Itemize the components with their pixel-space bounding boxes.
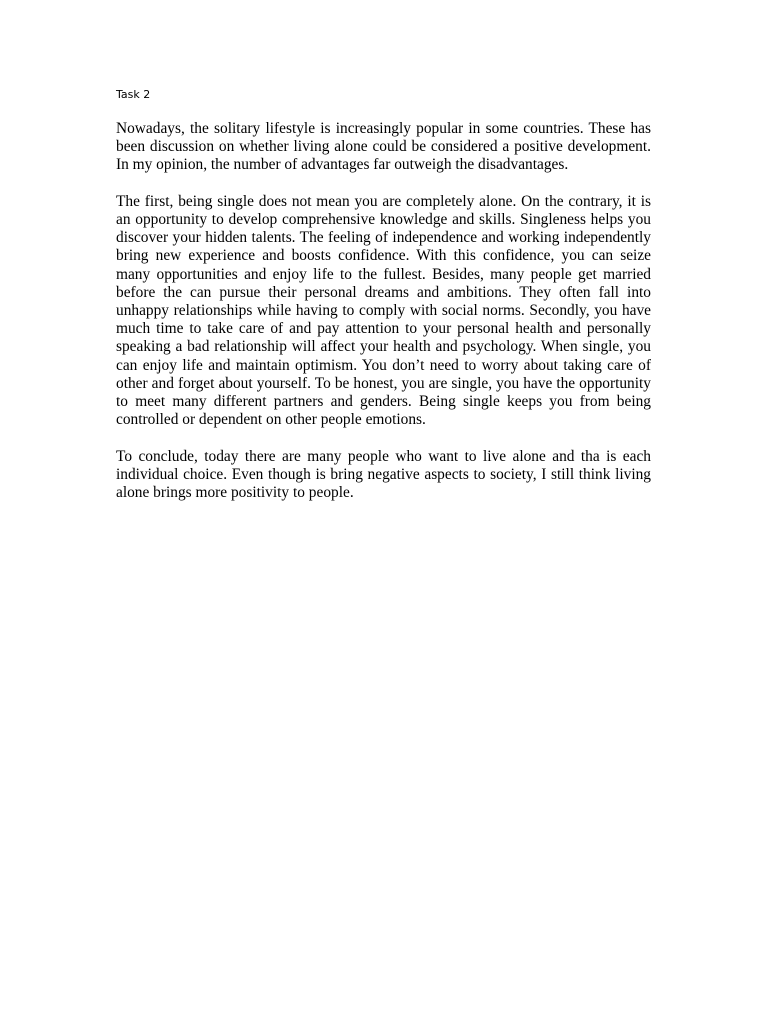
document-body (116, 120, 651, 502)
paragraph-conclusion: To conclude, today there are many people who want to live alone and tha is each individual choice. Even though is bring negative aspects to society, I still think living alone brings more positivity to people. (116, 447, 651, 502)
document-heading: Task 2 (116, 88, 151, 101)
paragraph-introduction: Nowadays, the solitary lifestyle is increasingly popular in some countries. These has been discussion on whether living alone could be considered a positive development. In my opinion, the number of advantages far outweigh the disadvantages. (116, 120, 651, 174)
paragraph-body: The first, being single does not mean you are completely alone. On the contrary, it is an opportunity to develop comprehensive knowledge and skills. Singleness helps you discover your hidden talents. The feeling of independence and working independently bring new experience and boosts confidence. With this confidence, you can seize many opportunities and enjoy life to the fullest. Besides, many people get married before the can pursue their personal dreams and ambitions. They often fall into unhappy relationships while having to comply with social norms. Secondly, you have much time to take care of and pay attention to your personal health and personally speaking a bad relationship will affect your health and psychology. When single, you can enjoy life and maintain optimism. You don’t need to worry about taking care of other and forget about yourself. To be honest, you are single, you have the opportunity to meet many different partners and genders. Being single keeps you from being controlled or dependent on other people emotions. (116, 192, 651, 429)
